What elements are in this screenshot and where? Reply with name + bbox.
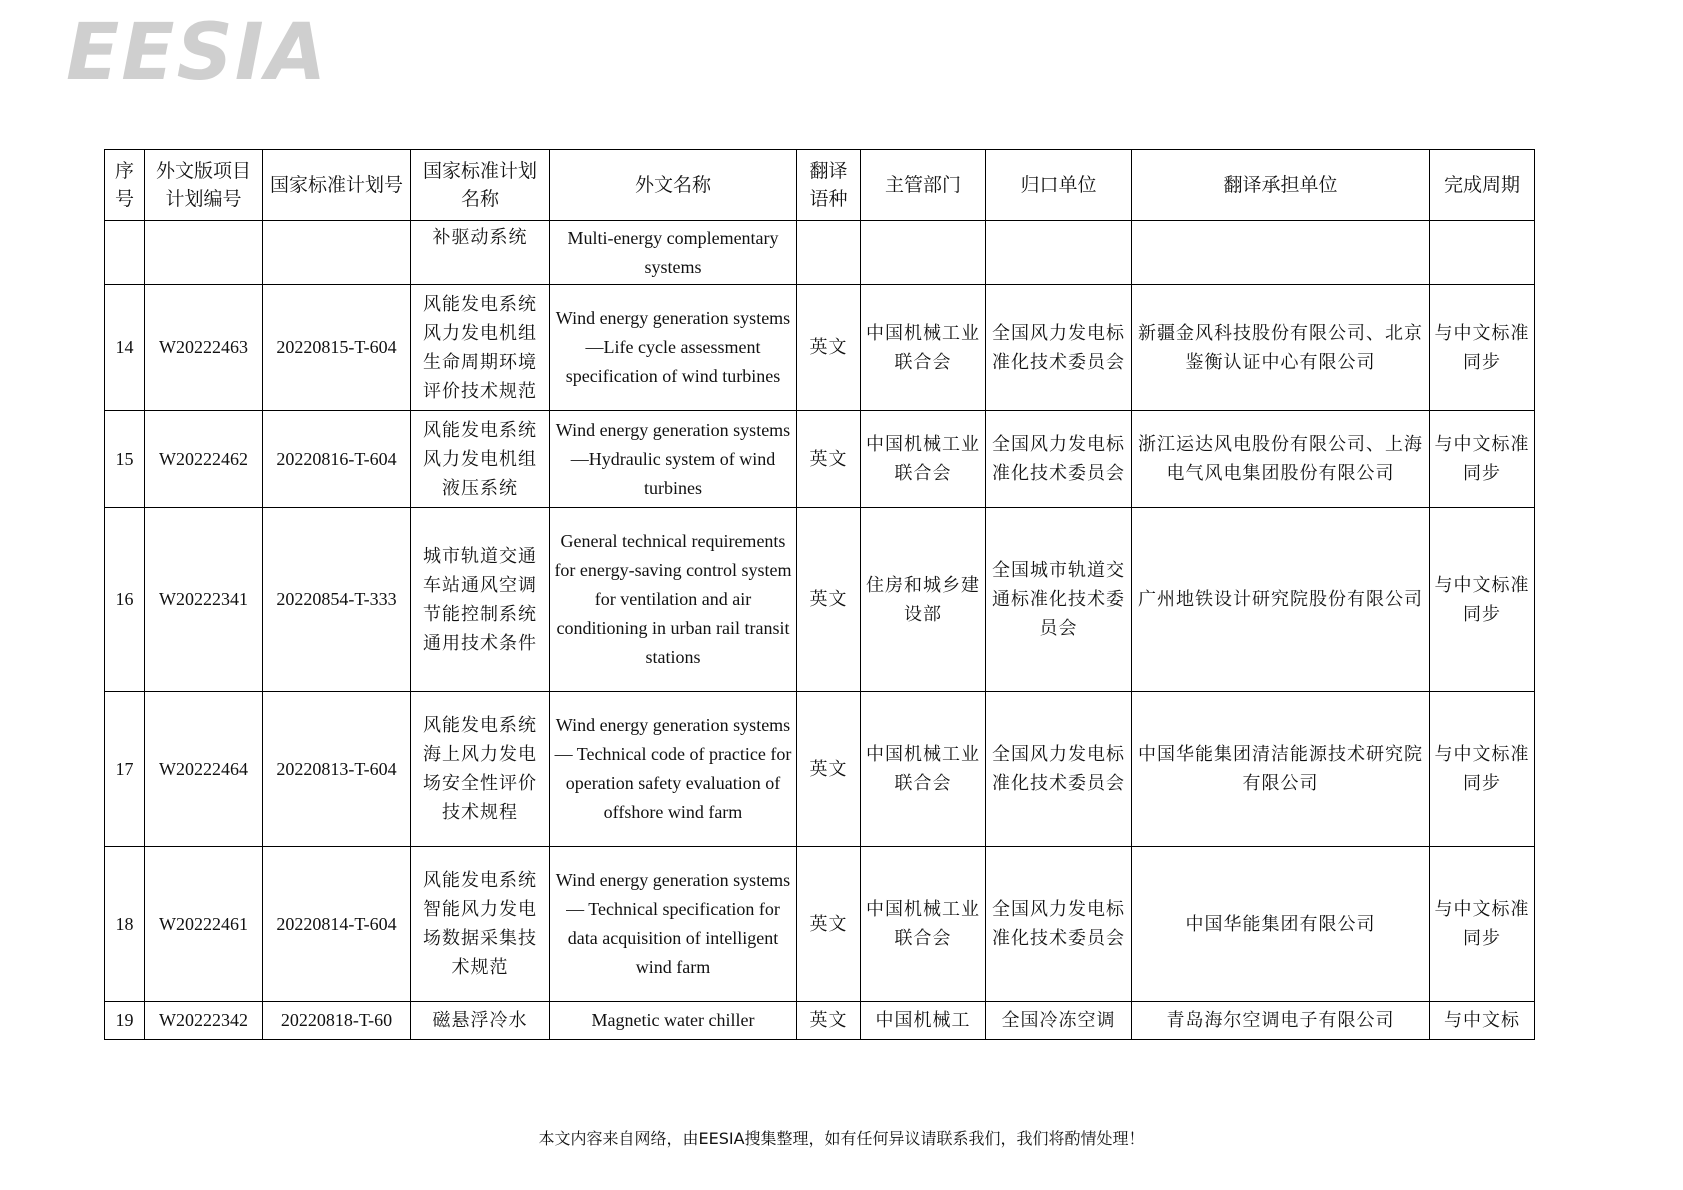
- technical-committee: 全国风力发电标准化技术委员会: [986, 285, 1132, 411]
- table-row: [105, 221, 1535, 285]
- footer-notice: 本文内容来自网络，由EESIA搜集整理，如有任何异议请联系我们，我们将酌情处理！: [538, 1129, 1145, 1148]
- header-cell: 外文版项目计划编号: [145, 150, 263, 221]
- table-row: [105, 411, 1535, 508]
- plan-number: 20220813-T-604: [263, 692, 411, 847]
- translator: 青岛海尔空调电子有限公司: [1132, 1002, 1430, 1040]
- table-row: [105, 285, 1535, 411]
- table-row: [105, 692, 1535, 847]
- department: 中国机械工业联合会: [861, 411, 986, 508]
- technical-committee: 全国风力发电标准化技术委员会: [986, 847, 1132, 1002]
- translator: [1132, 221, 1430, 285]
- translator: 浙江运达风电股份有限公司、上海电气风电集团股份有限公司: [1132, 411, 1430, 508]
- completion-period: 与中文标准同步: [1430, 692, 1535, 847]
- project-number: W20222461: [145, 847, 263, 1002]
- completion-period: [1430, 221, 1535, 285]
- chinese-name: 风能发电系统 智能风力发电场数据采集技术规范: [411, 847, 550, 1002]
- technical-committee: [986, 221, 1132, 285]
- chinese-name: 磁悬浮冷水: [411, 1002, 550, 1040]
- project-number: W20222463: [145, 285, 263, 411]
- header-row: [105, 150, 1535, 221]
- header-cell: 国家标准计划名称: [411, 150, 550, 221]
- header-cell: 翻译语种: [797, 150, 861, 221]
- row-number: 17: [105, 692, 145, 847]
- row-number: 16: [105, 508, 145, 692]
- department: 住房和城乡建设部: [861, 508, 986, 692]
- technical-committee: 全国冷冻空调: [986, 1002, 1132, 1040]
- header-cell: 外文名称: [550, 150, 797, 221]
- translator: 新疆金风科技股份有限公司、北京鉴衡认证中心有限公司: [1132, 285, 1430, 411]
- translator: 中国华能集团清洁能源技术研究院有限公司: [1132, 692, 1430, 847]
- chinese-name: 风能发电系统 风力发电机组生命周期环境评价技术规范: [411, 285, 550, 411]
- project-number: W20222464: [145, 692, 263, 847]
- project-number: W20222462: [145, 411, 263, 508]
- row-number: 18: [105, 847, 145, 1002]
- department: [861, 221, 986, 285]
- header-cell: 归口单位: [986, 150, 1132, 221]
- header-cell: 完成周期: [1430, 150, 1535, 221]
- english-name: Wind energy generation systems — Technical code of practice for operation safety evaluation of offshore wind farm: [550, 692, 797, 847]
- table-row: [105, 1002, 1535, 1040]
- language: 英文: [797, 508, 861, 692]
- project-number: W20222341: [145, 508, 263, 692]
- completion-period: 与中文标: [1430, 1002, 1535, 1040]
- english-name: Wind energy generation systems —Life cycle assessment specification of wind turbines: [550, 285, 797, 411]
- header-cell: 国家标准计划号: [263, 150, 411, 221]
- completion-period: 与中文标准同步: [1430, 508, 1535, 692]
- technical-committee: 全国风力发电标准化技术委员会: [986, 692, 1132, 847]
- language: 英文: [797, 847, 861, 1002]
- language: 英文: [797, 411, 861, 508]
- eesia-logo: EESIA: [66, 8, 329, 98]
- header-cell: 翻译承担单位: [1132, 150, 1430, 221]
- completion-period: 与中文标准同步: [1430, 847, 1535, 1002]
- row-number: 15: [105, 411, 145, 508]
- chinese-name: 补驱动系统: [411, 221, 550, 285]
- department: 中国机械工业联合会: [861, 285, 986, 411]
- chinese-name: 风能发电系统 海上风力发电场安全性评价技术规程: [411, 692, 550, 847]
- translator: 中国华能集团有限公司: [1132, 847, 1430, 1002]
- language: [797, 221, 861, 285]
- language: 英文: [797, 285, 861, 411]
- translator: 广州地铁设计研究院股份有限公司: [1132, 508, 1430, 692]
- project-number: W20222342: [145, 1002, 263, 1040]
- english-name: Wind energy generation systems — Technical specification for data acquisition of intelligent wind farm: [550, 847, 797, 1002]
- chinese-name: 风能发电系统 风力发电机组液压系统: [411, 411, 550, 508]
- english-name: Wind energy generation systems—Hydraulic system of wind turbines: [550, 411, 797, 508]
- chinese-name: 城市轨道交通车站通风空调节能控制系统通用技术条件: [411, 508, 550, 692]
- table-row: [105, 508, 1535, 692]
- language: 英文: [797, 1002, 861, 1040]
- english-name: General technical requirements for energy-saving control system for ventilation and air conditioning in urban rail transit stations: [550, 508, 797, 692]
- row-number: [105, 221, 145, 285]
- completion-period: 与中文标准同步: [1430, 285, 1535, 411]
- completion-period: 与中文标准同步: [1430, 411, 1535, 508]
- header-cell: 主管部门: [861, 150, 986, 221]
- department: 中国机械工: [861, 1002, 986, 1040]
- department: 中国机械工业联合会: [861, 692, 986, 847]
- technical-committee: 全国风力发电标准化技术委员会: [986, 411, 1132, 508]
- plan-number: 20220814-T-604: [263, 847, 411, 1002]
- header-cell: 序号: [105, 150, 145, 221]
- standards-table: [104, 149, 1535, 1040]
- project-number: [145, 221, 263, 285]
- technical-committee: 全国城市轨道交通标准化技术委员会: [986, 508, 1132, 692]
- table-row: [105, 847, 1535, 1002]
- english-name: Magnetic water chiller: [550, 1002, 797, 1040]
- plan-number: 20220818-T-60: [263, 1002, 411, 1040]
- row-number: 14: [105, 285, 145, 411]
- english-name: Multi-energy complementary systems: [550, 221, 797, 285]
- plan-number: 20220854-T-333: [263, 508, 411, 692]
- plan-number: 20220815-T-604: [263, 285, 411, 411]
- department: 中国机械工业联合会: [861, 847, 986, 1002]
- row-number: 19: [105, 1002, 145, 1040]
- language: 英文: [797, 692, 861, 847]
- plan-number: [263, 221, 411, 285]
- plan-number: 20220816-T-604: [263, 411, 411, 508]
